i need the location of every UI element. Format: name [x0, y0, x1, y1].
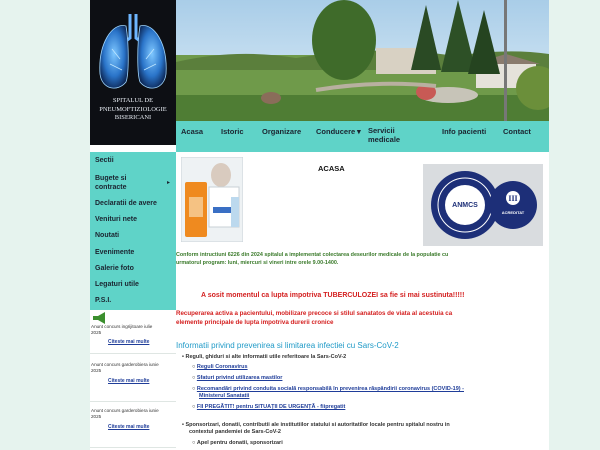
sidebar-item-bugete[interactable] [95, 175, 127, 192]
hospital-name-line: PNEUMOFTIZIOLOGIE [99, 105, 167, 113]
nav-item-organizare[interactable]: Organizare [262, 127, 302, 136]
link-reguli-coronavirus[interactable]: Reguli Coronavirus [196, 364, 248, 370]
nav-item-servicii-medicale[interactable] [368, 126, 400, 144]
news-item [90, 404, 176, 448]
notice-line: Conform intructiuni 6226 din 2024 spitalul a implementat colectarea deseurilor medicale de la populatie cu [176, 252, 449, 258]
nav-item-istoric[interactable]: Istoric [221, 127, 244, 136]
sidebar-item-label: Bugete si [95, 175, 127, 182]
news-title [91, 408, 175, 419]
news-title-line: 2025 [91, 329, 102, 335]
sub-list-item [192, 404, 345, 411]
bullet-circle: ○ [192, 386, 197, 392]
link-fii-pregatit[interactable]: FII PREGĂTIT! pentru SITUAȚII DE URGENȚĂ - fiipregatit [196, 404, 346, 410]
sidebar-item-psi[interactable]: P.S.I. [95, 297, 112, 304]
link-recomandari-covid[interactable]: Recomandări privind conduita socială responsabilă în prevenirea răspândirii coronavirus (COVID-19) - [196, 386, 464, 392]
read-more-link[interactable]: Citeste mai multe [108, 378, 150, 384]
page-title: ACASA [318, 164, 345, 173]
bullet-text: contextul pandemiei de Sars-CoV-2 [189, 428, 281, 435]
nav-item-contact[interactable]: Contact [503, 127, 531, 136]
news-title-line: Anunt concurs garderobiera iunie [91, 362, 159, 367]
main-navigation [176, 121, 549, 152]
main-content [176, 152, 549, 450]
sub-list-item [192, 364, 248, 371]
recovery-article-link[interactable] [176, 310, 541, 327]
chevron-right-icon: ▸ [167, 180, 171, 186]
sidebar-menu [90, 152, 176, 310]
news-item [90, 310, 176, 354]
bullet-text: Reguli, ghiduri si alte informatii utile referitoare la Sars-CoV-2 [185, 354, 347, 360]
notice-line: urmatorul program: luni, miercuri si vineri intre orele 9.00-1400. [176, 259, 339, 266]
sidebar-item-declaratii[interactable]: Declaratii de avere [95, 200, 157, 207]
news-title-line: Anunt concurs garderobiera iunie [91, 408, 159, 413]
anmcs-accreditation-badge[interactable] [423, 164, 543, 246]
recycling-poster-image[interactable] [181, 157, 243, 242]
bullet-circle: ○ [192, 375, 197, 381]
bullet-dot: • [182, 354, 186, 360]
badge-grade-text: ACREDITAT [501, 210, 525, 215]
lungs-icon [92, 4, 174, 96]
badge-grade: III [508, 194, 518, 203]
news-title [91, 324, 175, 335]
sidebar-item-evenimente[interactable]: Evenimente [95, 249, 135, 256]
nav-item-info-pacienti[interactable]: Info pacienti [442, 127, 487, 136]
sidebar-item-venituri[interactable]: Venituri nete [95, 216, 138, 223]
badge-text: ANMCS [452, 202, 478, 209]
hospital-logo[interactable] [90, 0, 176, 145]
nav-item-conducere-arrow: ▾ [357, 127, 361, 136]
hospital-name-line: BISERICANI [114, 114, 152, 121]
megaphone-icon [92, 312, 108, 324]
bullet-circle: ○ [192, 364, 197, 370]
tuberculosis-banner-link[interactable]: A sosit momentul ca lupta impotriva TUBERCULOZEI sa fie si mai sustinuta!!!!! [201, 292, 465, 299]
sub-list-item [192, 440, 283, 447]
sub-item-text[interactable]: Apel pentru donatii, sponsorizari [196, 440, 283, 446]
read-more-link[interactable]: Citeste mai multe [108, 424, 150, 430]
news-list [90, 310, 176, 450]
link-ministerul-sanatatii[interactable]: Ministerul Sanatatii [199, 392, 250, 399]
sidebar-item-noutati[interactable]: Noutati [95, 232, 120, 239]
bullet-dot: • [182, 422, 186, 428]
nav-item-acasa[interactable]: Acasa [181, 127, 204, 136]
hospital-name-line: SPITALUL DE [112, 97, 154, 104]
banner-photo [176, 0, 549, 121]
bullet-text: Sponsorizari, donatii, contributii ale institutiilor statului si autoritatilor locale pentru spitalul nostru in [185, 422, 450, 428]
sidebar-item-label: contracte [95, 183, 127, 191]
article-line: Recuperarea activa a pacientului, mobilizare precoce si stilul sanatatos de viata al acestuia ca [176, 310, 453, 317]
news-title-line: 2025 [91, 367, 102, 373]
bullet-circle: ○ [192, 440, 197, 446]
hospital-name [90, 97, 176, 123]
sidebar-item-galerie[interactable]: Galerie foto [95, 265, 134, 272]
page-container [90, 0, 549, 450]
news-title-line: Anunt concurs ingrijitoare iulie [91, 324, 153, 329]
waste-collection-notice [176, 252, 541, 267]
news-title-line: 2025 [91, 413, 102, 419]
sidebar-item-sectii[interactable]: Sectii [95, 157, 114, 164]
covid-bullet-1 [182, 354, 346, 361]
news-item [90, 358, 176, 402]
sub-list-item [192, 386, 542, 399]
nav-item-conducere[interactable]: Conducere [316, 127, 356, 136]
sub-list-item [192, 375, 282, 382]
covid-bullet-2 [182, 422, 542, 435]
bullet-circle: ○ [192, 404, 197, 410]
covid-section-heading: Informatii privind prevenirea si limitarea infectiei cu Sars-CoV-2 [176, 341, 399, 350]
link-sfaturi-masti[interactable]: Sfaturi privind utilizarea mastilor [196, 375, 283, 381]
read-more-link[interactable]: Citeste mai multe [108, 339, 150, 345]
sidebar-item-legaturi[interactable]: Legaturi utile [95, 281, 139, 288]
nav-item-label: medicale [368, 135, 401, 144]
news-title [91, 362, 175, 373]
article-line: elemente principale de lupta impotriva durerii cronice [176, 318, 334, 326]
nav-item-label: Servicii [368, 126, 395, 135]
